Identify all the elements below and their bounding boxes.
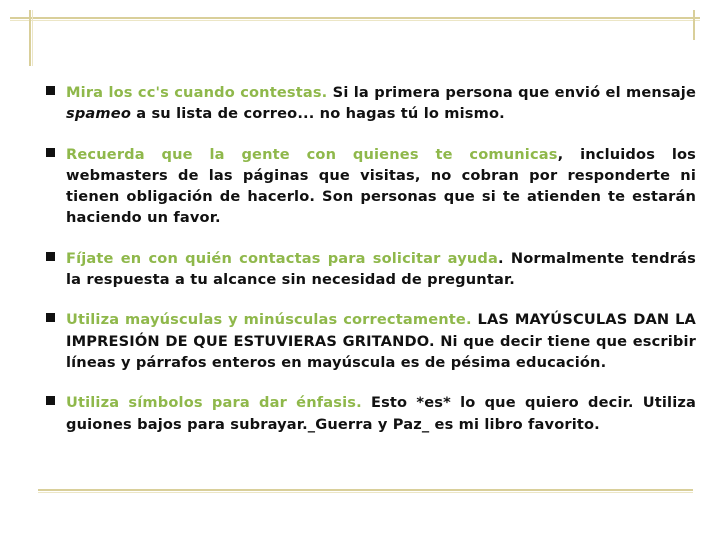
frame-left-line-shadow [32,10,33,66]
square-bullet-icon [46,252,55,261]
highlight-text: Recuerda que la gente con quienes te comunicas [66,145,558,163]
bullet-item-5 [46,392,696,435]
frame-left-line [29,10,31,66]
square-bullet-icon [46,313,55,322]
bullet-item-2 [46,144,696,229]
body-text-2: a su lista de correo... no hagas tú lo mismo. [131,105,505,123]
highlight-text: Fíjate en con quién contactas para solicitar ayuda [66,249,498,267]
bullet-list [46,82,696,454]
frame-bottom-line-shadow [38,492,693,493]
frame-right-line [693,10,695,40]
bullet-text [66,392,696,435]
bullet-item-4 [46,309,696,373]
bullet-text [66,248,696,291]
italic-text: spameo [66,105,132,123]
highlight-text: Mira los cc's cuando contestas. [66,84,328,101]
bullet-text [66,82,696,125]
body-text: Si la primera persona que envió el mensaje [327,84,696,101]
square-bullet-icon [46,396,55,405]
frame-bottom-line [38,489,693,491]
body-text: LAS MAYÚSCULAS DAN LA IMPRESIÓN DE QUE ESTUVIERAS GRITANDO. Ni que decir tiene que escribir líneas y párrafos enteros en mayúscula es de pésima educación. [66,311,696,371]
frame-top-line [10,17,700,19]
highlight-text: Utiliza mayúsculas y minúsculas correctamente. [66,311,472,329]
bullet-text [66,309,696,373]
square-bullet-icon [46,86,55,95]
bullet-text [66,144,696,229]
body-text: . Normalmente tendrás la respuesta a tu alcance sin necesidad de preguntar. [66,249,696,289]
bullet-item-3 [46,248,696,291]
frame-top-line-shadow [10,20,700,21]
bullet-item-1 [46,82,696,125]
highlight-text: Utiliza símbolos para dar énfasis. [66,394,362,412]
square-bullet-icon [46,148,55,157]
body-text: , incluidos los webmasters de las páginas que visitas, no cobran por responderte ni tienen obligación de hacerlo. Son personas que si te atienden te estarán haciendo un favor. [66,145,696,227]
body-text: Esto *es* lo que quiero decir. Utiliza guiones bajos para subrayar._Guerra y Paz_ es mi libro favorito. [66,394,696,433]
